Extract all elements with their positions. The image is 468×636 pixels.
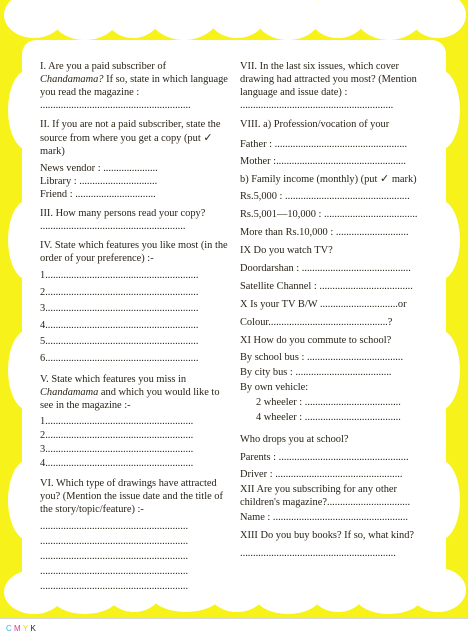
preference-line[interactable]: 4........................................................... <box>40 319 199 331</box>
question-1: I. Are you a paid subscriber of Chandamama? If so, state in which language you read the magazine : <box>40 61 228 98</box>
question-13: XIII Do you buy books? If so, what kind? <box>240 530 415 541</box>
checkmark-icon: ✓ <box>203 131 213 144</box>
own-vehicle-label: By own vehicle: <box>240 382 309 393</box>
answer-line[interactable]: ........................................................ <box>40 221 186 232</box>
question-9: IX Do you watch TV? <box>240 245 333 256</box>
drawing-line[interactable]: ......................................................... <box>40 536 189 547</box>
preference-line[interactable]: 3........................................................... <box>40 303 199 314</box>
friend-field[interactable]: Friend : ............................... <box>40 189 156 200</box>
answer-line[interactable]: ........................................................... <box>240 100 394 111</box>
right-column <box>240 60 430 563</box>
question-5: V. State which features you miss in Chandamama and which you would like to see in the magazine :- <box>40 374 220 411</box>
answer-line[interactable]: ............................................................ <box>240 548 396 559</box>
drawing-line[interactable]: ......................................................... <box>40 581 189 592</box>
trim-line <box>0 618 468 619</box>
left-column <box>40 60 230 594</box>
driver-field[interactable]: Driver : ................................................. <box>240 469 403 480</box>
father-field[interactable]: Father : ................................................... <box>240 139 408 150</box>
mother-field[interactable]: Mother :.................................................. <box>240 156 406 167</box>
preference-line[interactable]: 1........................................................... <box>40 270 199 281</box>
question-4: IV. State which features you like most (in the order of your preference) :- <box>40 240 228 264</box>
preference-line[interactable]: 5........................................................... <box>40 336 199 347</box>
drawing-line[interactable]: ......................................................... <box>40 551 189 562</box>
checkmark-icon: ✓ <box>379 172 390 185</box>
preference-line[interactable]: 2........................................................... <box>40 286 199 298</box>
colour-field[interactable]: Colour..............................................? <box>240 317 393 328</box>
drop-question: Who drops you at school? <box>240 434 349 445</box>
question-11: XI How do you commute to school? <box>240 335 392 346</box>
two-wheeler-field[interactable]: 2 wheeler : ..................................... <box>256 397 401 408</box>
missing-feature-line[interactable]: 4......................................................... <box>40 458 194 469</box>
question-10[interactable]: X Is your TV B/W ..............................or <box>240 299 407 310</box>
doordarshan-field[interactable]: Doordarshan : .......................................... <box>240 263 411 274</box>
city-bus-field[interactable]: By city bus : ..................................... <box>240 367 392 378</box>
question-6: VI. Which type of drawings have attracted you? (Mention the issue date and the title of the story/topic/feature) :- <box>40 478 223 515</box>
missing-feature-line[interactable]: 1......................................................... <box>40 416 194 427</box>
question-8: VIII. a) Profession/vocation of your <box>240 119 390 130</box>
color-registration-marks: C M Y K <box>6 624 36 633</box>
income-option[interactable]: More than Rs.10,000 : ............................ <box>240 227 409 238</box>
news-vendor-field[interactable]: News vendor : ..................... <box>40 163 158 174</box>
preference-line[interactable]: 6........................................................... <box>40 352 199 364</box>
question-7: VII. In the last six issues, which cover drawing had attracted you most? (Mention language and issue date) : <box>240 61 417 98</box>
parents-field[interactable]: Parents : .................................................. <box>240 452 409 463</box>
drawing-line[interactable]: ......................................................... <box>40 566 189 577</box>
four-wheeler-field[interactable]: 4 wheeler : ..................................... <box>256 412 401 423</box>
question-12: XII Are you subscribing for any other children's magazine?................................ <box>240 484 411 508</box>
question-3: III. How many persons read your copy? <box>40 208 206 219</box>
missing-feature-line[interactable]: 2......................................................... <box>40 430 194 441</box>
satellite-field[interactable]: Satellite Channel : .................................... <box>240 281 413 292</box>
drawing-line[interactable]: ......................................................... <box>40 521 189 532</box>
income-option[interactable]: Rs.5,000 : ................................................ <box>240 191 410 202</box>
magazine-name-field[interactable]: Name : .................................................... <box>240 512 408 523</box>
missing-feature-line[interactable]: 3......................................................... <box>40 444 194 455</box>
question-2: II. If you are not a paid subscriber, state the source from where you get a copy (put ✓ mark) <box>40 119 221 157</box>
income-option[interactable]: Rs.5,001—10,000 : .................................... <box>240 209 418 220</box>
library-field[interactable]: Library : .............................. <box>40 176 158 187</box>
question-8b: b) Family income (monthly) (put ✓ mark) <box>240 172 417 185</box>
school-bus-field[interactable]: By school bus : ..................................... <box>240 352 404 363</box>
answer-line[interactable]: .......................................................... <box>40 100 191 111</box>
